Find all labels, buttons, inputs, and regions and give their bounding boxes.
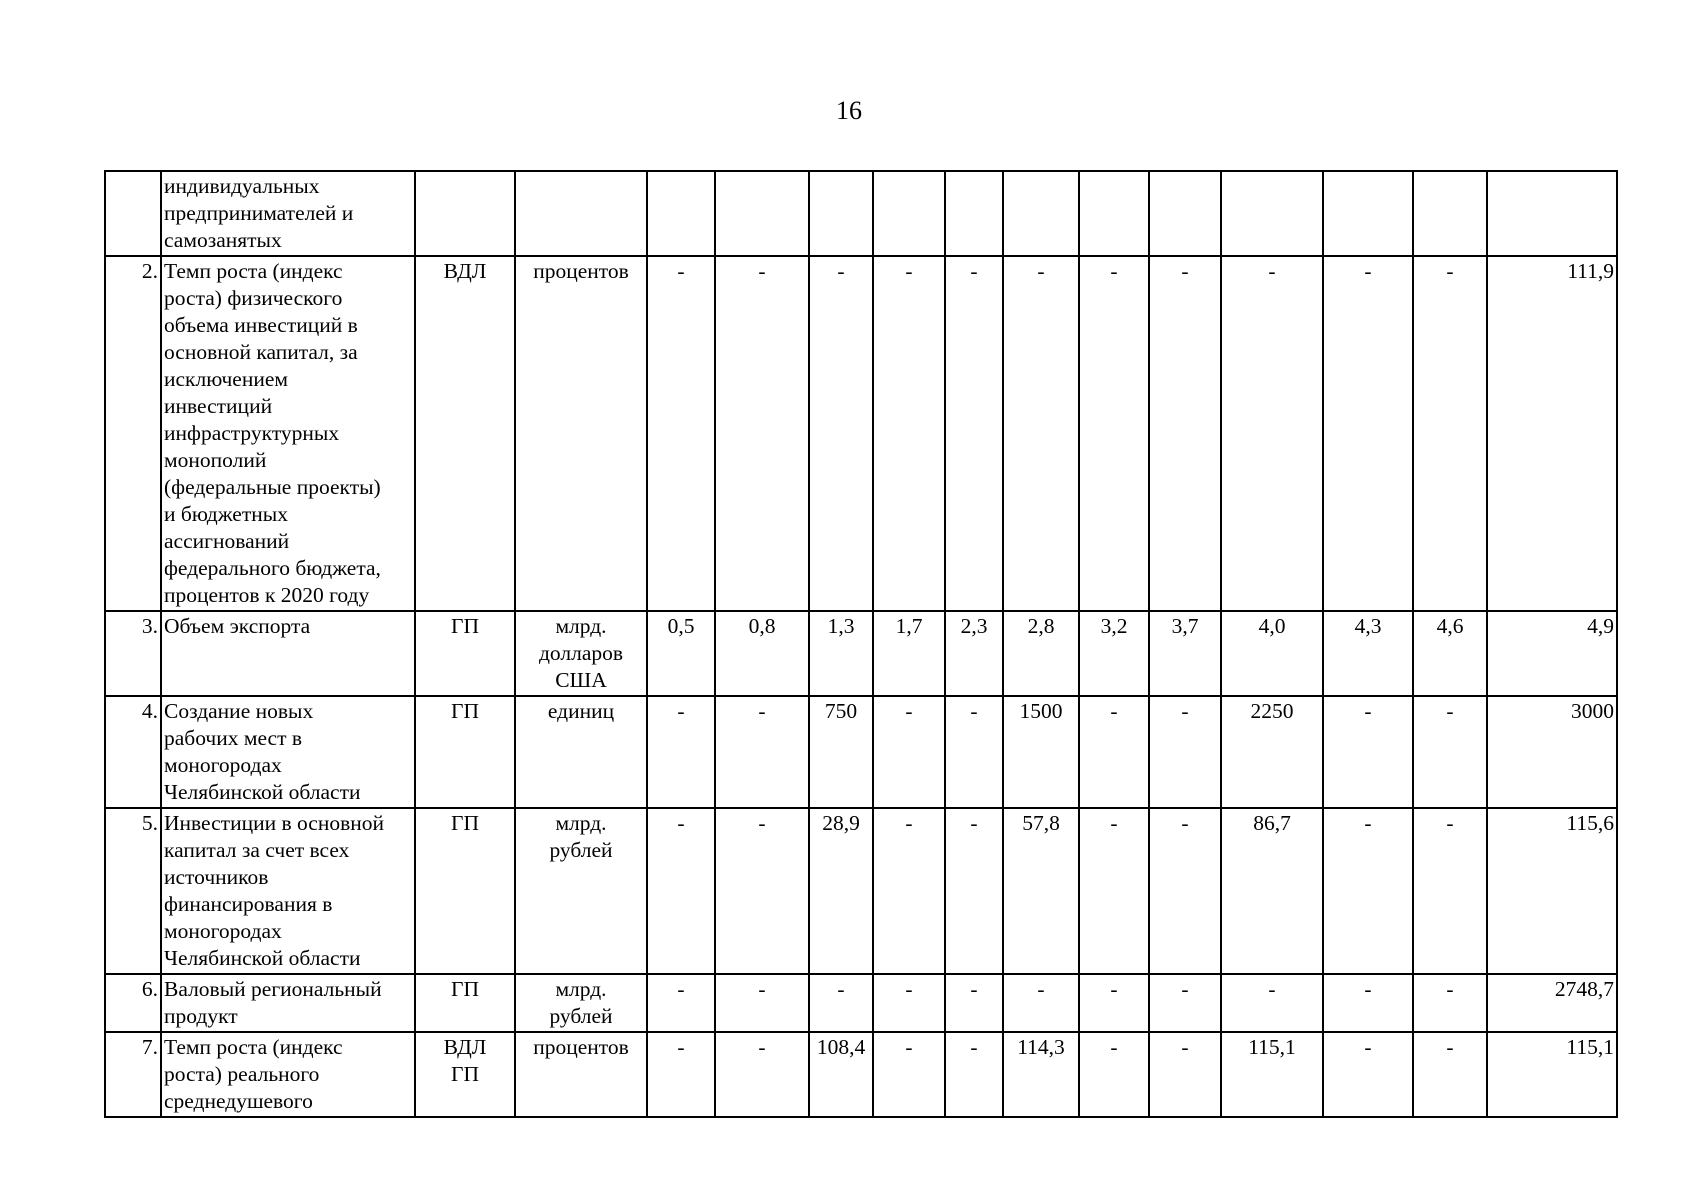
indicator-name-line: роста) реального [164,1062,320,1086]
value-cell [715,171,809,256]
value-cell [809,171,873,256]
target-value-cell: 115,1 [1487,1032,1617,1117]
value-cell: - [873,256,945,611]
indicator-name-line: инвестиций [164,394,273,418]
indicator-name-line: индивидуальных [164,174,320,198]
value-cell [647,171,715,256]
indicator-name-line: федерального бюджета, [164,556,381,580]
value-cell: - [1079,1032,1149,1117]
unit-cell [515,696,647,808]
value-cell: - [1079,808,1149,974]
value-cell: - [1413,256,1487,611]
unit-cell [515,256,647,611]
indicator-name-line: Объем экспорта [164,614,311,638]
value-cell: - [945,696,1003,808]
table-row [105,696,1617,808]
indicator-name-cell [161,256,415,611]
value-cell: - [809,256,873,611]
value-cell: - [647,256,715,611]
row-number-cell: 2. [105,256,161,611]
table-row [105,1032,1617,1117]
value-cell [1003,171,1079,256]
value-cell: - [715,1032,809,1117]
indicator-type-line: ГП [451,614,479,638]
unit-cell [515,808,647,974]
value-cell: - [945,256,1003,611]
indicator-name-cell [161,696,415,808]
target-value-cell [1487,171,1617,256]
indicator-name-line: Челябинской области [164,780,361,804]
indicator-name-line: Создание новых [164,699,314,723]
indicator-name-line: инфраструктурных [164,421,340,445]
value-cell: - [715,696,809,808]
value-cell [945,171,1003,256]
value-cell: - [1079,696,1149,808]
value-cell: - [1413,696,1487,808]
indicator-name-line: процентов к 2020 году [164,583,370,607]
indicator-type-line: ВДЛ [443,1035,487,1059]
indicator-name-cell [161,1032,415,1117]
value-cell: - [1149,1032,1221,1117]
indicator-name-cell [161,974,415,1032]
indicator-type-cell [415,611,515,696]
table-row [105,611,1617,696]
value-cell: 86,7 [1221,808,1323,974]
value-cell: - [1149,974,1221,1032]
row-number-cell: 4. [105,696,161,808]
value-cell: 0,5 [647,611,715,696]
indicator-name-line: Челябинской области [164,946,361,970]
unit-line: млрд. [555,614,607,638]
unit-line: млрд. [555,977,607,1001]
indicator-name-line: Валовый региональный [164,977,382,1001]
indicator-type-line: ГП [451,1062,479,1086]
value-cell [1149,171,1221,256]
unit-line: млрд. [555,811,607,835]
value-cell: 1500 [1003,696,1079,808]
indicator-type-cell [415,1032,515,1117]
indicator-name-cell [161,808,415,974]
value-cell [1413,171,1487,256]
table-row [105,256,1617,611]
unit-line: США [555,668,607,692]
value-cell: 0,8 [715,611,809,696]
value-cell: - [873,696,945,808]
unit-line: единиц [547,699,615,723]
value-cell: 3,7 [1149,611,1221,696]
value-cell: - [647,696,715,808]
value-cell: 1,3 [809,611,873,696]
value-cell: - [873,1032,945,1117]
value-cell: - [1149,256,1221,611]
unit-line: рублей [549,1004,613,1028]
row-number-cell: 5. [105,808,161,974]
unit-cell [515,1032,647,1117]
indicator-name-line: и бюджетных [164,502,288,526]
indicator-name-line: рабочих мест в [164,726,303,750]
indicator-name-line: предпринимателей и [164,201,354,225]
indicator-type-cell [415,256,515,611]
indicator-name-line: финансирования в [164,892,333,916]
value-cell: 114,3 [1003,1032,1079,1117]
value-cell: - [715,256,809,611]
value-cell: - [945,808,1003,974]
value-cell: - [1003,974,1079,1032]
value-cell: - [1221,974,1323,1032]
indicator-type-cell [415,808,515,974]
value-cell: 1,7 [873,611,945,696]
value-cell: - [1079,974,1149,1032]
value-cell: - [1323,808,1413,974]
value-cell: - [873,974,945,1032]
value-cell: - [809,974,873,1032]
value-cell: - [1323,256,1413,611]
indicator-name-line: объема инвестиций в [164,313,358,337]
indicator-name-line: Темп роста (индекс [164,1035,343,1059]
value-cell: 750 [809,696,873,808]
value-cell: - [647,808,715,974]
indicator-type-line: ГП [451,977,479,1001]
value-cell [873,171,945,256]
value-cell [1079,171,1149,256]
value-cell: 28,9 [809,808,873,974]
value-cell: 4,6 [1413,611,1487,696]
indicator-name-cell [161,611,415,696]
indicator-name-line: самозанятых [164,228,282,252]
value-cell: 4,3 [1323,611,1413,696]
value-cell: - [1149,696,1221,808]
unit-line: процентов [533,1035,629,1059]
value-cell: - [1323,1032,1413,1117]
indicator-name-cell [161,171,415,256]
value-cell: - [1413,808,1487,974]
value-cell: - [1003,256,1079,611]
value-cell: - [1413,1032,1487,1117]
value-cell: 57,8 [1003,808,1079,974]
indicator-type-cell [415,696,515,808]
value-cell: - [1413,974,1487,1032]
value-cell: - [1323,696,1413,808]
indicator-name-line: моногородах [164,753,282,777]
target-value-cell: 3000 [1487,696,1617,808]
unit-line: рублей [549,838,613,862]
indicators-table [104,170,1618,1118]
table-body [105,171,1617,1117]
indicator-name-line: Инвестиции в основной [164,811,384,835]
row-number-cell [105,171,161,256]
value-cell: 4,0 [1221,611,1323,696]
indicator-name-line: Темп роста (индекс [164,259,343,283]
value-cell: - [1079,256,1149,611]
value-cell: - [647,1032,715,1117]
value-cell: - [647,974,715,1032]
value-cell: 115,1 [1221,1032,1323,1117]
value-cell [1221,171,1323,256]
indicator-type-cell [415,974,515,1032]
table-row [105,808,1617,974]
value-cell: - [945,1032,1003,1117]
unit-line: процентов [533,259,629,283]
table-row [105,974,1617,1032]
value-cell: 3,2 [1079,611,1149,696]
value-cell: - [1323,974,1413,1032]
value-cell: 2,8 [1003,611,1079,696]
indicator-name-line: моногородах [164,919,282,943]
indicator-name-line: источников [164,865,269,889]
indicator-type-line: ГП [451,811,479,835]
unit-line: долларов [538,641,624,665]
indicator-name-line: основной капитал, за [164,340,358,364]
value-cell [1323,171,1413,256]
indicator-name-line: капитал за счет всех [164,838,350,862]
page-number: 16 [836,96,862,125]
indicator-name-line: роста) физического [164,286,343,310]
value-cell: - [1221,256,1323,611]
target-value-cell: 4,9 [1487,611,1617,696]
row-number-cell: 6. [105,974,161,1032]
row-number-cell: 7. [105,1032,161,1117]
target-value-cell: 111,9 [1487,256,1617,611]
unit-cell [515,611,647,696]
value-cell: 2250 [1221,696,1323,808]
indicator-name-line: монополий [164,448,267,472]
value-cell: 108,4 [809,1032,873,1117]
indicator-name-line: исключением [164,367,288,391]
value-cell: - [873,808,945,974]
indicator-type-cell [415,171,515,256]
indicator-type-line: ГП [451,699,479,723]
indicator-name-line: (федеральные проекты) [164,475,381,499]
indicator-type-line: ВДЛ [443,259,487,283]
target-value-cell: 115,6 [1487,808,1617,974]
target-value-cell: 2748,7 [1487,974,1617,1032]
value-cell: - [945,974,1003,1032]
value-cell: - [715,974,809,1032]
value-cell: 2,3 [945,611,1003,696]
indicator-name-line: продукт [164,1004,238,1028]
row-number-cell: 3. [105,611,161,696]
value-cell: - [715,808,809,974]
indicator-name-line: среднедушевого [164,1089,313,1113]
indicator-name-line: ассигнований [164,529,290,553]
unit-cell [515,974,647,1032]
unit-cell [515,171,647,256]
table-row [105,171,1617,256]
value-cell: - [1149,808,1221,974]
